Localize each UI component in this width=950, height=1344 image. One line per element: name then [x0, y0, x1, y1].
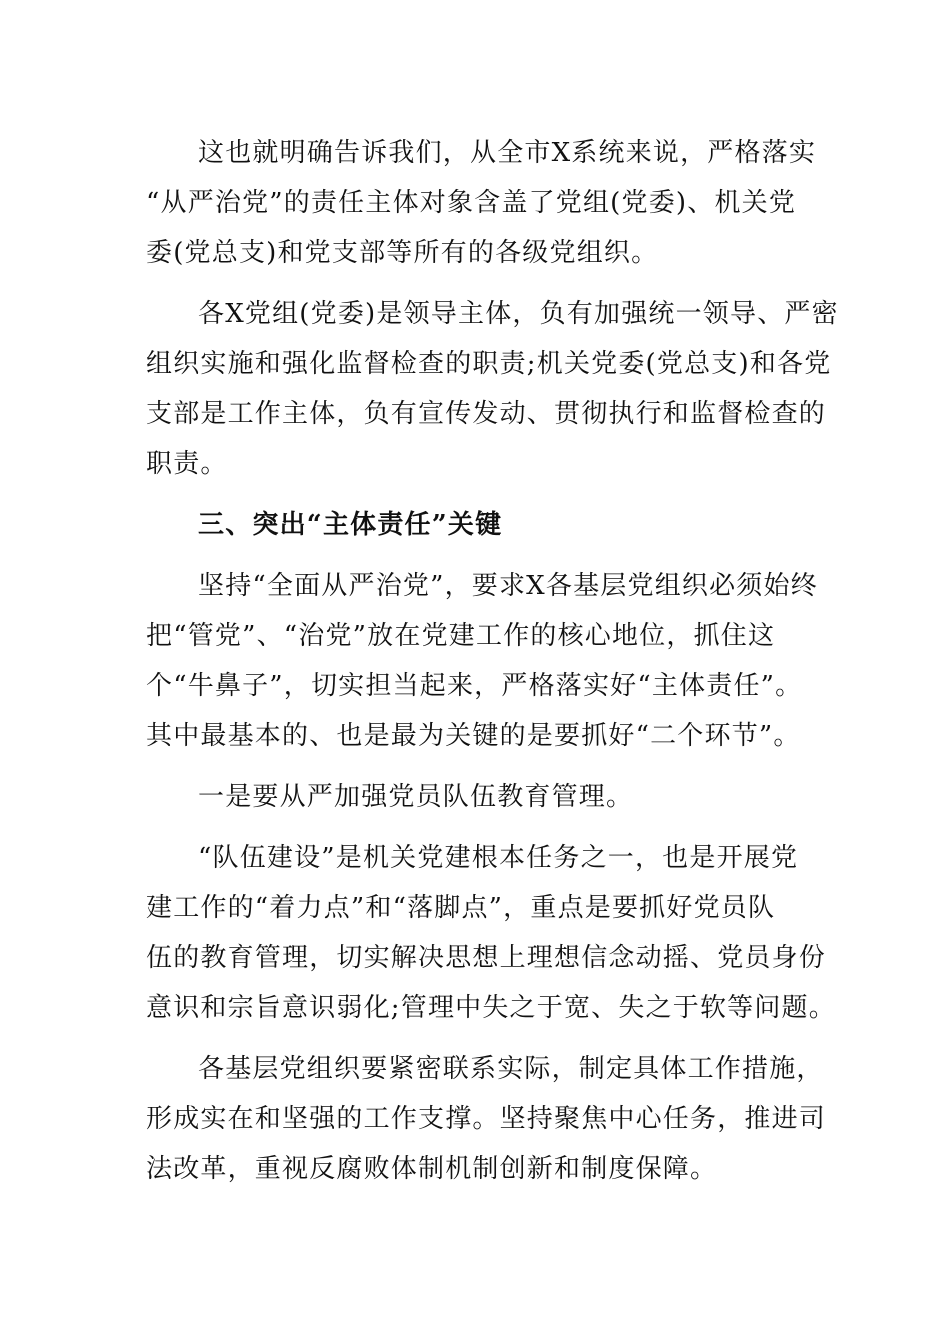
paragraph-2-line-3: 支部是工作主体，负有宣传发动、贯彻执行和监督检查的 [146, 399, 827, 429]
paragraph-4-line-1: 一是要从严加强党员队伍教育管理。 [198, 782, 634, 812]
paragraph-1-line-3: 委(党总支)和党支部等所有的各级党组织。 [146, 238, 659, 268]
paragraph-3-line-4: 其中最基本的、也是最为关键的是要抓好“二个环节”。 [146, 721, 801, 751]
section-heading: 三、突出“主体责任”关键 [198, 510, 503, 540]
paragraph-5-line-1: “队伍建设”是机关党建根本任务之一，也是开展党 [198, 843, 799, 873]
paragraph-2-line-4: 职责。 [146, 449, 228, 479]
paragraph-5-line-2: 建工作的“着力点”和“落脚点”，重点是要抓好党员队 [146, 893, 776, 923]
paragraph-1-line-1: 这也就明确告诉我们，从全市X系统来说，严格落实 [198, 138, 817, 168]
paragraph-3-line-3: 个“牛鼻子”，切实担当起来，严格落实好“主体责任”。 [146, 671, 803, 701]
paragraph-5-line-3: 伍的教育管理，切实解决思想上理想信念动摇、党员身份 [146, 943, 827, 973]
paragraph-6-line-2: 形成实在和坚强的工作支撑。坚持聚焦中心任务，推进司 [146, 1104, 827, 1134]
paragraph-6-line-1: 各基层党组织要紧密联系实际，制定具体工作措施， [198, 1054, 824, 1084]
paragraph-2-line-2: 组织实施和强化监督检查的职责;机关党委(党总支)和各党 [146, 349, 832, 379]
paragraph-3-line-2: 把“管党”、“治党”放在党建工作的核心地位，抓住这 [146, 621, 776, 651]
paragraph-6-line-3: 法改革，重视反腐败体制机制创新和制度保障。 [146, 1154, 718, 1184]
paragraph-5-line-4: 意识和宗旨意识弱化;管理中失之于宽、失之于软等问题。 [146, 993, 836, 1023]
paragraph-1-line-2: “从严治党”的责任主体对象含盖了党组(党委)、机关党 [146, 188, 797, 218]
paragraph-3-line-1: 坚持“全面从严治党”，要求X各基层党组织必须始终 [198, 571, 818, 601]
paragraph-2-line-1: 各X党组(党委)是领导主体，负有加强统一领导、严密 [198, 299, 839, 329]
